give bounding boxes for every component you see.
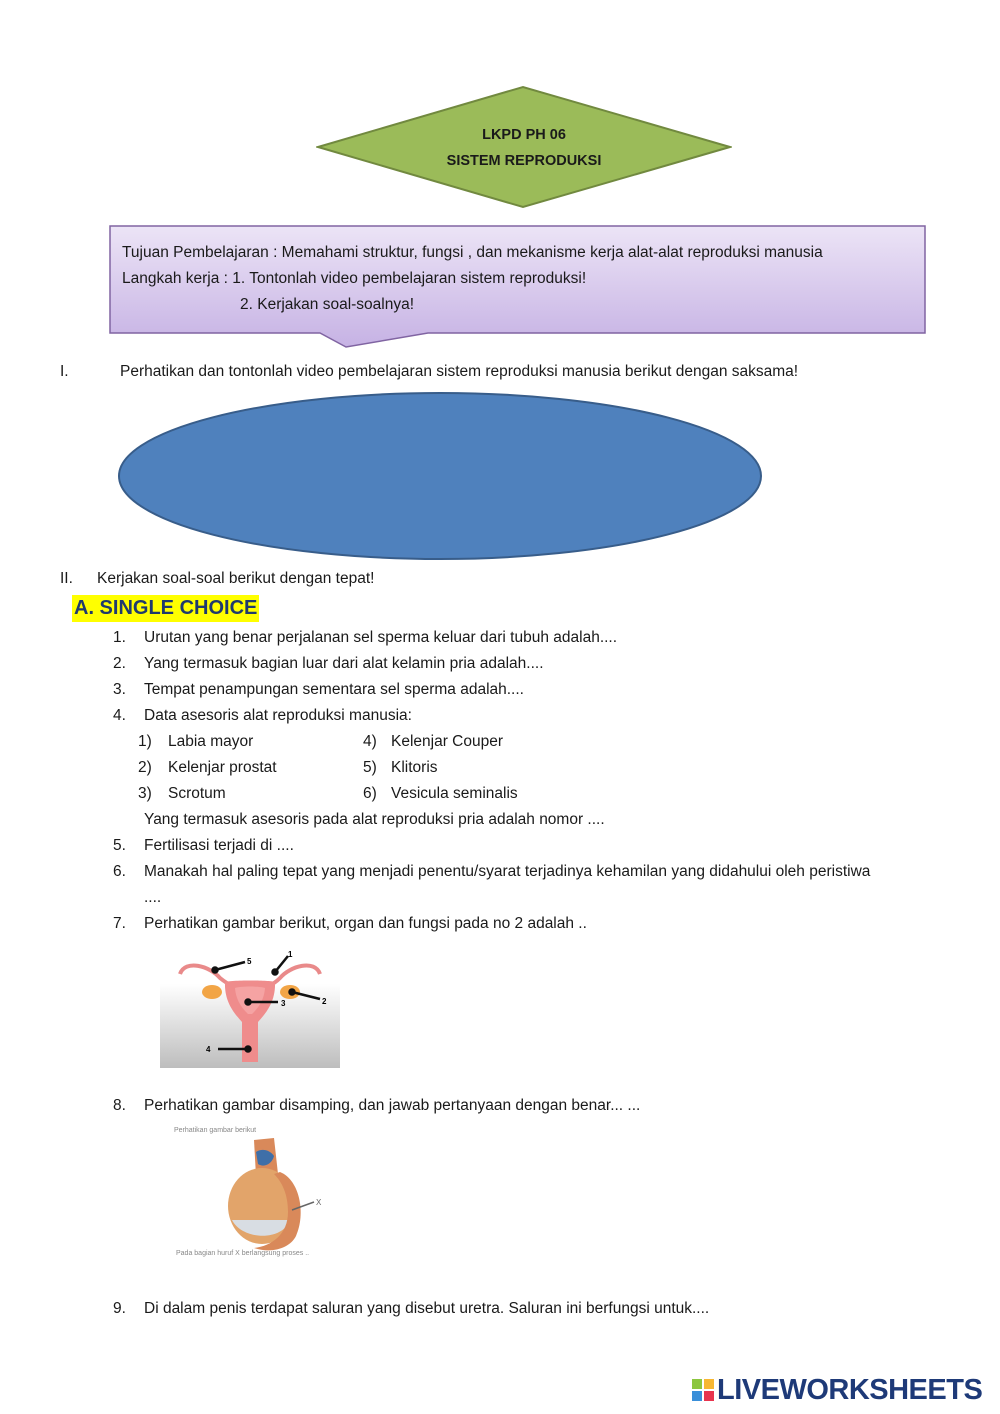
question-text: Data asesoris alat reproduksi manusia: xyxy=(144,707,412,724)
liveworksheets-logo xyxy=(692,1375,982,1405)
option-number: 5) xyxy=(363,759,377,776)
question-text: Di dalam penis terdapat saluran yang disebut uretra. Saluran ini berfungsi untuk.... xyxy=(144,1300,710,1317)
figure-label-x: X xyxy=(316,1198,322,1207)
question-number: 9. xyxy=(113,1300,126,1317)
option-text: Scrotum xyxy=(168,785,226,802)
question-number: 2. xyxy=(113,655,126,672)
option-text: Kelenjar prostat xyxy=(168,759,277,776)
question-number: 7. xyxy=(113,915,126,932)
question-text: Fertilisasi terjadi di .... xyxy=(144,837,294,854)
female-reproductive-diagram xyxy=(160,944,340,1068)
question-text-continued: .... xyxy=(144,889,162,906)
figure-label: 3 xyxy=(281,999,286,1008)
testis-diagram xyxy=(172,1124,387,1260)
question-number: 4. xyxy=(113,707,126,724)
question-text: Perhatikan gambar berikut, organ dan fungsi pada no 2 adalah .. xyxy=(144,915,587,932)
option-text: Kelenjar Couper xyxy=(391,733,504,750)
section-1-number: I. xyxy=(60,363,69,380)
question-number: 3. xyxy=(113,681,126,698)
option-text: Klitoris xyxy=(391,759,438,776)
question-number: 6. xyxy=(113,863,126,880)
question-number: 8. xyxy=(113,1097,126,1114)
question-number: 1. xyxy=(113,629,126,646)
question-4-followup: Yang termasuk asesoris pada alat reproduksi pria adalah nomor .... xyxy=(144,811,605,828)
option-number: 6) xyxy=(363,785,377,802)
figure-caption-bottom: Pada bagian huruf X berlangsung proses .. xyxy=(176,1250,310,1257)
learning-objective: Tujuan Pembelajaran : Memahami struktur, fungsi , dan mekanisme kerja alat-alat reproduksi manusia xyxy=(122,244,823,261)
worksheet-code: LKPD PH 06 xyxy=(482,127,566,143)
question-text: Perhatikan gambar disamping, dan jawab pertanyaan dengan benar... ... xyxy=(144,1097,641,1114)
section-2-number: II. xyxy=(60,570,73,587)
section-2-instruction: Kerjakan soal-soal berikut dengan tepat! xyxy=(97,570,375,587)
figure-label: 2 xyxy=(322,997,327,1006)
question-text: Manakah hal paling tepat yang menjadi penentu/syarat terjadinya kehamilan yang didahului oleh peristiwa xyxy=(144,863,871,880)
figure-label: 4 xyxy=(206,1045,211,1054)
work-step-2: 2. Kerjakan soal-soalnya! xyxy=(240,296,415,313)
figure-label: 1 xyxy=(288,950,293,959)
work-step-1: Langkah kerja : 1. Tontonlah video pembelajaran sistem reproduksi! xyxy=(122,270,587,287)
question-text: Yang termasuk bagian luar dari alat kelamin pria adalah.... xyxy=(144,655,544,672)
live-badge-icon xyxy=(692,1379,714,1401)
figure-label: 5 xyxy=(247,957,252,966)
option-number: 2) xyxy=(138,759,152,776)
question-number: 5. xyxy=(113,837,126,854)
question-text: Urutan yang benar perjalanan sel sperma keluar dari tubuh adalah.... xyxy=(144,629,618,646)
option-text: Labia mayor xyxy=(168,733,254,750)
option-number: 3) xyxy=(138,785,152,802)
section-1-instruction: Perhatikan dan tontonlah video pembelajaran sistem reproduksi manusia berikut dengan saksama! xyxy=(120,363,799,380)
video-placeholder[interactable] xyxy=(116,390,764,562)
logo-text: LIVEWORKSHEETS xyxy=(717,1374,983,1406)
option-number: 1) xyxy=(138,733,152,750)
single-choice-heading: A. SINGLE CHOICE xyxy=(72,595,259,622)
worksheet-title: SISTEM REPRODUKSI xyxy=(446,153,602,169)
title-diamond-shape xyxy=(316,85,732,209)
option-text: Vesicula seminalis xyxy=(391,785,518,802)
question-text: Tempat penampungan sementara sel sperma adalah.... xyxy=(144,681,524,698)
figure-caption-top: Perhatikan gambar berikut xyxy=(174,1127,257,1134)
option-number: 4) xyxy=(363,733,377,750)
